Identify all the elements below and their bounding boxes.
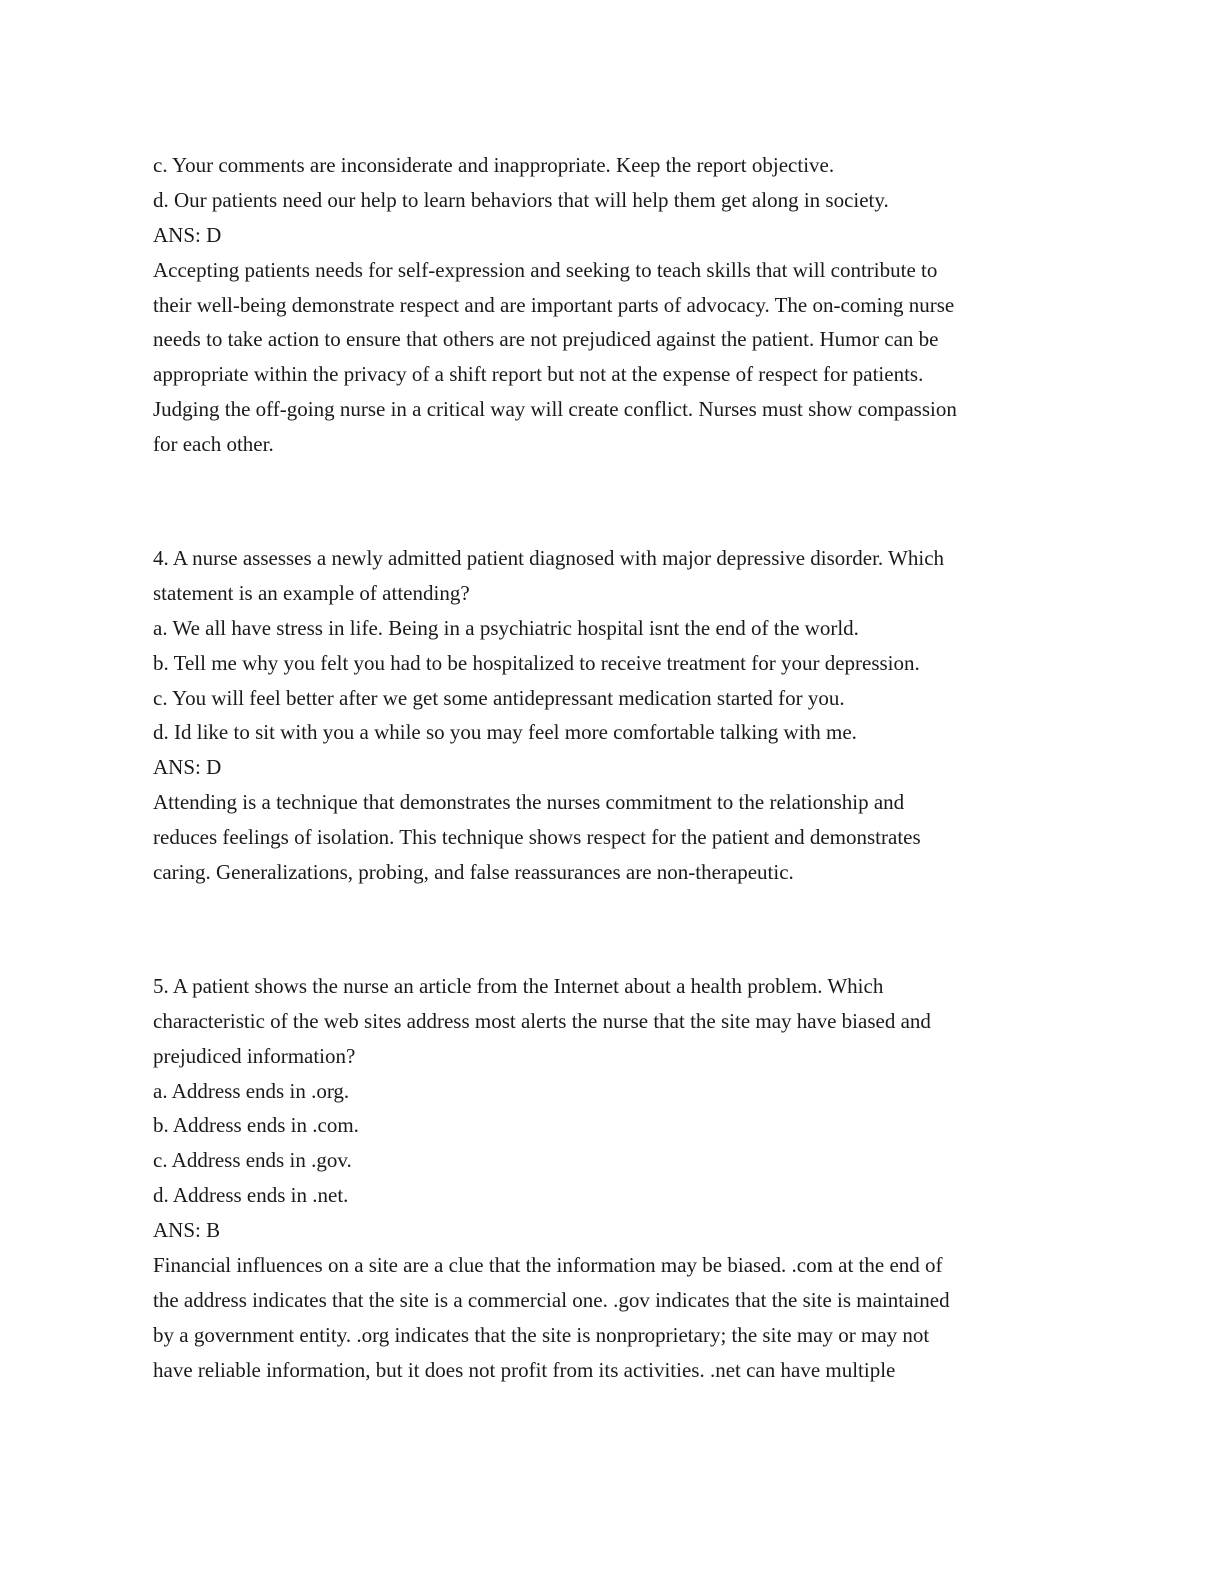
question-4-block: [153, 541, 1053, 890]
option-b: b. Address ends in .com.: [153, 1113, 359, 1138]
document-page: [153, 148, 1053, 1388]
question-5-block: [153, 969, 1053, 1388]
section-gap: [153, 462, 1053, 541]
rationale-line: appropriate within the privacy of a shift report but not at the expense of respect for patients.: [153, 362, 924, 387]
question-stem-line: prejudiced information?: [153, 1043, 356, 1068]
option-d: d. Address ends in .net.: [153, 1183, 349, 1208]
question-stem-line: statement is an example of attending?: [153, 580, 470, 605]
option-a: a. Address ends in .org.: [153, 1078, 350, 1103]
rationale-line: Accepting patients needs for self-expression and seeking to teach skills that will contribute to: [153, 257, 938, 282]
question-stem-line: characteristic of the web sites address most alerts the nurse that the site may have biased and: [153, 1008, 931, 1033]
rationale-line: Judging the off-going nurse in a critical way will create conflict. Nurses must show compassion: [153, 397, 957, 422]
rationale-line: the address indicates that the site is a commercial one. .gov indicates that the site is maintained: [153, 1287, 950, 1312]
question-stem-line: 5. A patient shows the nurse an article from the Internet about a health problem. Which: [153, 973, 884, 998]
rationale-line: reduces feelings of isolation. This technique shows respect for the patient and demonstrates: [153, 825, 921, 850]
option-d: d. Our patients need our help to learn behaviors that will help them get along in society.: [153, 187, 889, 212]
rationale-line: by a government entity. .org indicates that the site is nonproprietary; the site may or may not: [153, 1322, 930, 1347]
answer-line: ANS: D: [153, 222, 222, 247]
option-c: c. You will feel better after we get some antidepressant medication started for you.: [153, 685, 845, 710]
answer-line: ANS: D: [153, 755, 222, 780]
option-d: d. Id like to sit with you a while so you may feel more comfortable talking with me.: [153, 720, 857, 745]
prev-question-block: [153, 148, 1053, 462]
question-stem-line: 4. A nurse assesses a newly admitted patient diagnosed with major depressive disorder. Which: [153, 546, 945, 571]
option-a: a. We all have stress in life. Being in a psychiatric hospital isnt the end of the world.: [153, 615, 859, 640]
rationale-line: Attending is a technique that demonstrates the nurses commitment to the relationship and: [153, 790, 905, 815]
rationale-line: for each other.: [153, 432, 274, 457]
section-gap: [153, 890, 1053, 969]
option-b: b. Tell me why you felt you had to be hospitalized to receive treatment for your depression.: [153, 650, 920, 675]
option-c: c. Your comments are inconsiderate and inappropriate. Keep the report objective.: [153, 153, 835, 177]
rationale-line: their well-being demonstrate respect and are important parts of advocacy. The on-coming nurse: [153, 292, 955, 317]
option-c: c. Address ends in .gov.: [153, 1148, 352, 1173]
rationale-line: needs to take action to ensure that others are not prejudiced against the patient. Humor can be: [153, 327, 939, 352]
answer-line: ANS: B: [153, 1218, 221, 1243]
rationale-line: caring. Generalizations, probing, and false reassurances are non-therapeutic.: [153, 860, 794, 885]
rationale-line: have reliable information, but it does not profit from its activities. .net can have multiple: [153, 1357, 896, 1382]
rationale-line: Financial influences on a site are a clue that the information may be biased. .com at the end of: [153, 1253, 943, 1278]
